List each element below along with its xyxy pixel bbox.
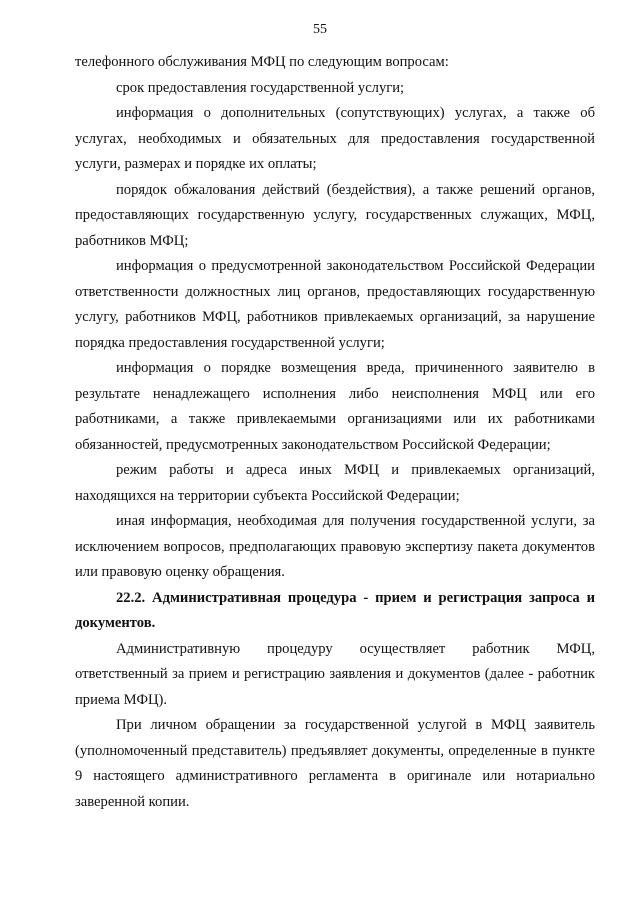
paragraph-personal-appeal: При личном обращении за государственной услугой в МФЦ заявитель (уполномоченный представитель) предъявляет документы, определенные в пункте 9 настоящего административного регламента в оригинале или нотариально заверенной копии. [75,717,595,810]
paragraph-work-schedule: режим работы и адреса иных МФЦ и привлекаемых организаций, находящихся на территории субъекта Российской Федерации; [75,462,595,504]
paragraph-additional-services: информация о дополнительных (сопутствующих) услугах, а также об услугах, необходимых и обязательных для предоставления государственной услуги, размерах и порядке их оплаты; [75,105,595,172]
paragraph-service-term: срок предоставления государственной услуги; [116,79,405,96]
paragraph-other-info: иная информация, необходимая для получения государственной услуги, за исключением вопросов, предполагающих правовую экспертизу пакета документов или правовую оценку обращения. [75,513,595,580]
section-heading-22-2: 22.2. Административная процедура - прием и регистрация запроса и документов. [75,589,595,631]
paragraph-appeal-procedure: порядок обжалования действий (бездействия), а также решений органов, предоставляющих государственную услугу, государственных служащих, МФЦ, работников МФЦ; [75,181,595,249]
paragraph-procedure-executor: Административную процедуру осуществляет работник МФЦ, ответственный за прием и регистрацию заявления и документов (далее - работник приема МФЦ). [75,640,595,708]
paragraph-liability-info: информация о предусмотренной законодательством Российской Федерации ответственности должностных лиц органов, предоставляющих государственную услугу, работников МФЦ, работников привлекаемых организаций, за нарушение порядка предоставления государственной услуги; [75,258,595,351]
paragraph-continuation: телефонного обслуживания МФЦ по следующим вопросам: [75,54,449,70]
document-body [75,50,595,815]
page-number: 55 [313,22,327,37]
paragraph-damage-compensation: информация о порядке возмещения вреда, причиненного заявителю в результате ненадлежащего исполнения либо неисполнения МФЦ или его работниками, а также привлекаемыми организациями или их работниками обязанностей, предусмотренных законодательством Российской Федерации; [75,360,595,453]
